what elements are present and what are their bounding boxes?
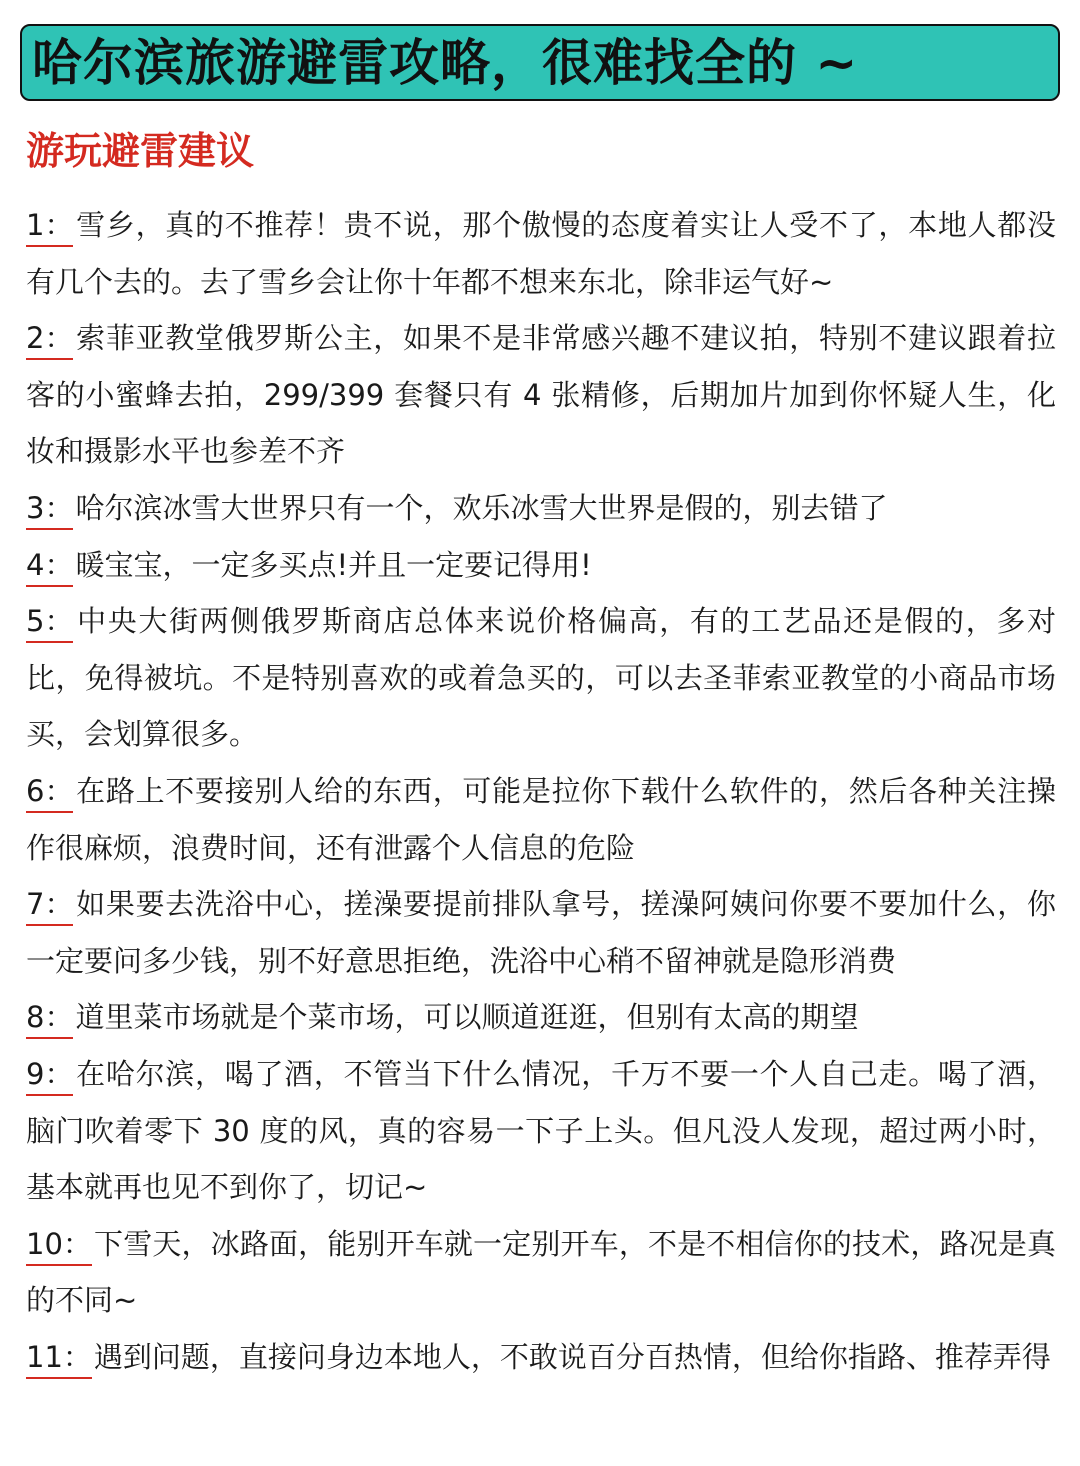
list-item: [26, 537, 1056, 594]
list-item: [26, 197, 1056, 310]
tip-number: 5：: [26, 601, 73, 643]
tip-number: 4：: [26, 545, 73, 587]
tip-text: 雪乡，真的不推荐！贵不说，那个傲慢的态度着实让人受不了，本地人都没有几个去的。去了雪乡会让你十年都不想来东北，除非运气好~: [26, 208, 1056, 299]
tips-list: [26, 197, 1056, 1385]
tip-number: 2：: [26, 318, 73, 360]
tip-number: 3：: [26, 488, 73, 530]
list-item: [26, 1216, 1056, 1329]
tip-text: 在哈尔滨，喝了酒，不管当下什么情况，千万不要一个人自己走。喝了酒，脑门吹着零下 30 度的风，真的容易一下子上头。但凡没人发现，超过两小时，基本就再也见不到你了，切记~: [26, 1056, 1056, 1205]
tip-number: 9：: [26, 1054, 73, 1096]
tip-text: 暖宝宝，一定多买点!并且一定要记得用!: [75, 547, 592, 582]
tip-text: 索菲亚教堂俄罗斯公主，如果不是非常感兴趣不建议拍，特别不建议跟着拉客的小蜜蜂去拍，299/399 套餐只有 4 张精修，后期加片加到你怀疑人生，化妆和摄影水平也参差不齐: [26, 321, 1056, 469]
list-item: [26, 1329, 1056, 1386]
page-title: 哈尔滨旅游避雷攻略，很难找全的 ~: [32, 33, 859, 92]
tip-number: 10：: [26, 1224, 92, 1266]
list-item: [26, 763, 1056, 876]
tip-number: 8：: [26, 997, 73, 1039]
tip-number: 11：: [26, 1337, 92, 1379]
list-item: [26, 876, 1056, 989]
tip-text: 哈尔滨冰雪大世界只有一个，欢乐冰雪大世界是假的，别去错了: [75, 490, 888, 525]
list-item: [26, 480, 1056, 537]
list-item: [26, 1046, 1056, 1216]
tip-number: 6：: [26, 771, 73, 813]
list-item: [26, 310, 1056, 480]
tip-text: 中央大街两侧俄罗斯商店总体来说价格偏高，有的工艺品还是假的，多对比，免得被坑。不是特别喜欢的或着急买的，可以去圣菲索亚教堂的小商品市场买，会划算很多。: [26, 604, 1056, 752]
section-heading: 游玩避雷建议: [26, 129, 255, 173]
tip-text: 在路上不要接别人给的东西，可能是拉你下载什么软件的，然后各种关注操作很麻烦，浪费时间，还有泄露个人信息的危险: [26, 773, 1056, 865]
title-banner: [20, 24, 1060, 101]
list-item: [26, 593, 1056, 763]
tip-text: 下雪天，冰路面，能别开车就一定别开车，不是不相信你的技术，路况是真的不同~: [26, 1226, 1056, 1318]
list-item: [26, 989, 1056, 1046]
tip-text: 道里菜市场就是个菜市场，可以顺道逛逛，但别有太高的期望: [75, 1000, 859, 1035]
tip-text: 遇到问题，直接问身边本地人，不敢说百分百热情，但给你指路、推荐弄得: [93, 1339, 1051, 1374]
tip-number: 7：: [26, 884, 73, 926]
tip-text: 如果要去洗浴中心，搓澡要提前排队拿号，搓澡阿姨问你要不要加什么，你一定要问多少钱，别不好意思拒绝，洗浴中心稍不留神就是隐形消费: [26, 887, 1056, 978]
tip-number: 1：: [26, 205, 73, 247]
